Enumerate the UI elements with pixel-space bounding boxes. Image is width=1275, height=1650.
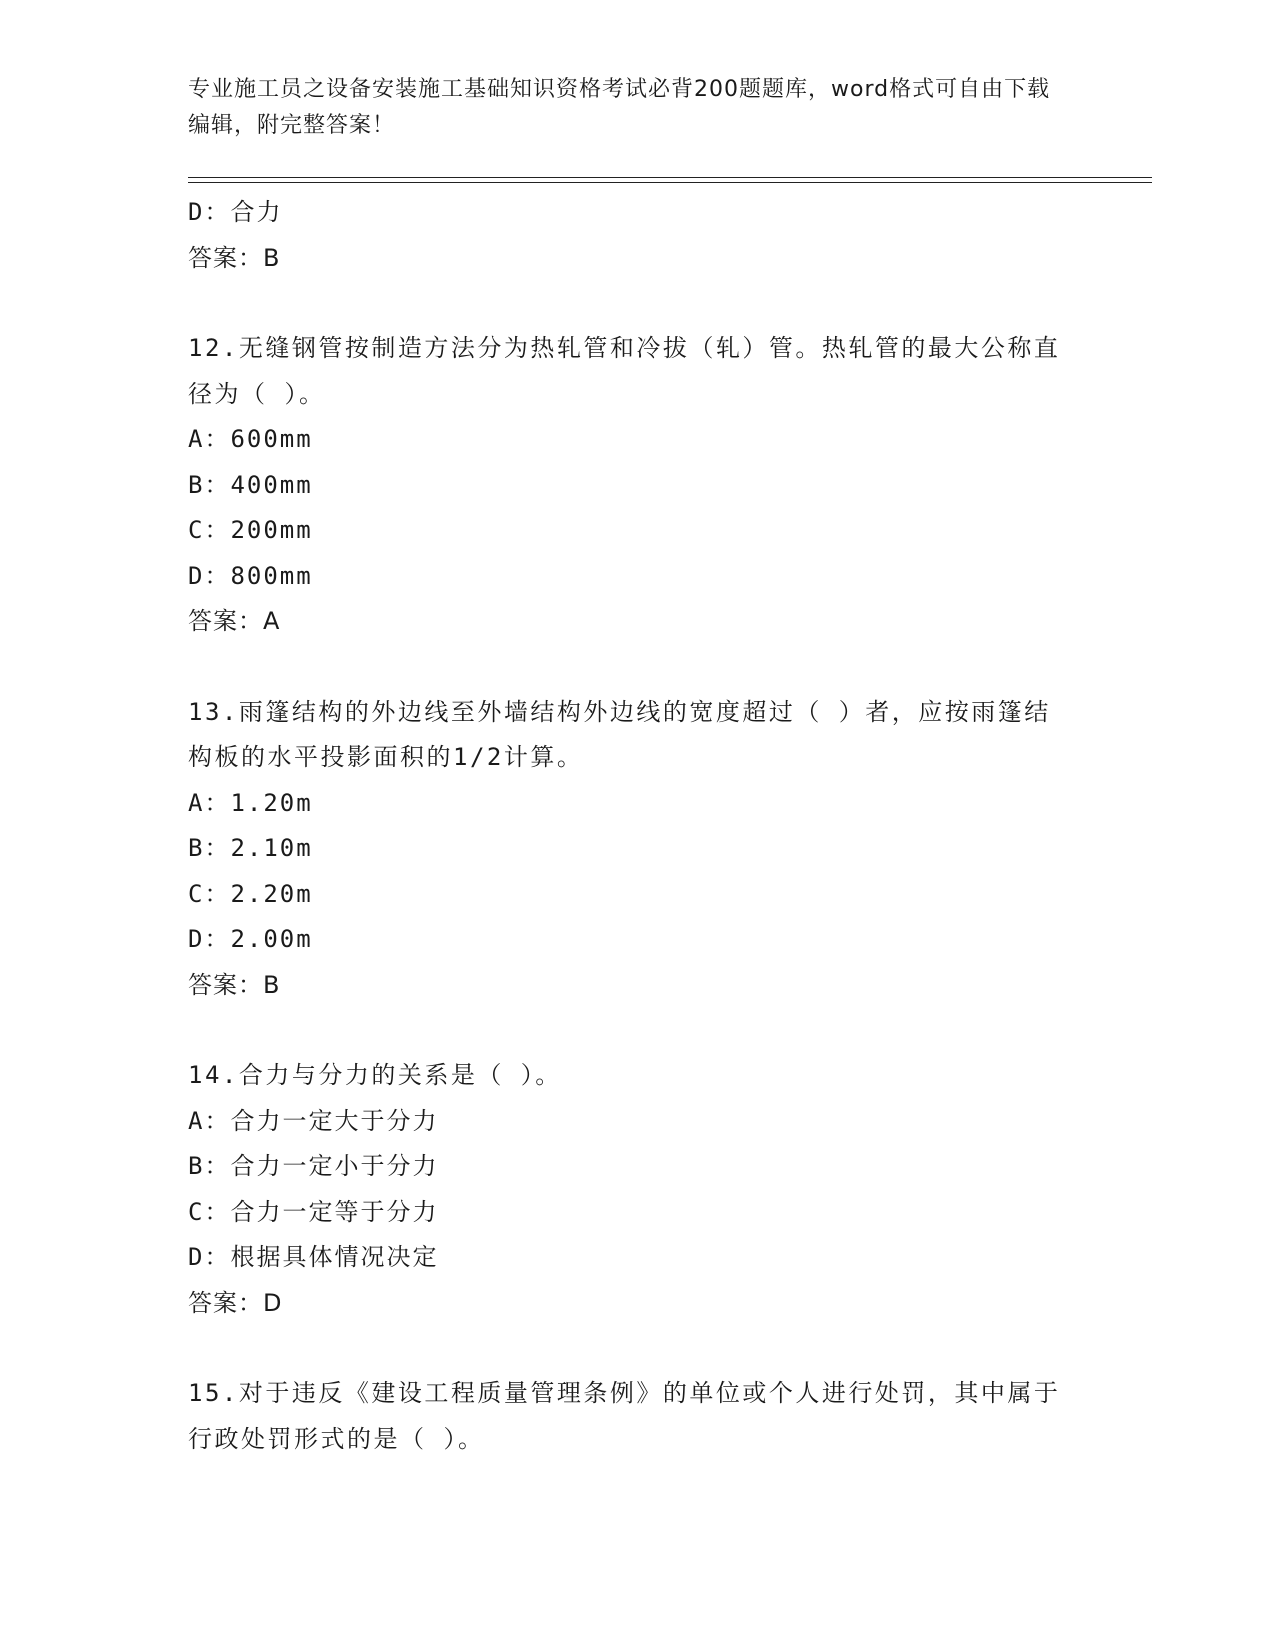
option-d: D：根据具体情况决定 [188,1243,439,1271]
question-text: 13.雨篷结构的外边线至外墙结构外边线的宽度超过（ ）者，应按雨篷结构板的水平投影面积的1/2计算。 [188,697,1051,771]
header-divider-top [188,177,1152,178]
option-a: A：合力一定大于分力 [188,1106,439,1135]
question-12 [188,326,1088,645]
question-text: 14.合力与分力的关系是（ ）。 [188,1061,562,1089]
question-text: 12.无缝钢管按制造方法分为热轧管和冷拔（轧）管。热轧管的最大公称直径为（ ）。 [188,334,1061,408]
answer: 答案：B [188,970,281,999]
question-text: 15.对于违反《建设工程质量管理条例》的单位或个人进行处罚，其中属于行政处罚形式的是（ ）。 [188,1379,1061,1453]
question-15 [188,1371,1088,1462]
option-d: D：2.00m [188,925,313,953]
answer: 答案：D [188,1288,283,1317]
question-14 [188,1053,1088,1326]
answer: 答案：B [188,243,281,272]
option-d: D：合力 [188,198,283,226]
option-c: C：2.20m [188,879,313,908]
question-content [188,190,1088,1462]
option-b: B：合力一定小于分力 [188,1152,439,1180]
document-header: 专业施工员之设备安装施工基础知识资格考试必背200题题库，word格式可自由下载编辑，附完整答案！ [188,77,1051,138]
header-divider-bottom [188,182,1152,183]
option-b: B：2.10m [188,834,313,862]
question-13 [188,690,1088,1009]
option-c: C：合力一定等于分力 [188,1197,439,1226]
option-d: D：800mm [188,561,313,590]
option-a: A：1.20m [188,788,313,817]
answer: 答案：A [188,607,281,635]
option-b: B：400mm [188,470,313,499]
option-c: C：200mm [188,516,313,544]
option-a: A：600mm [188,425,313,453]
